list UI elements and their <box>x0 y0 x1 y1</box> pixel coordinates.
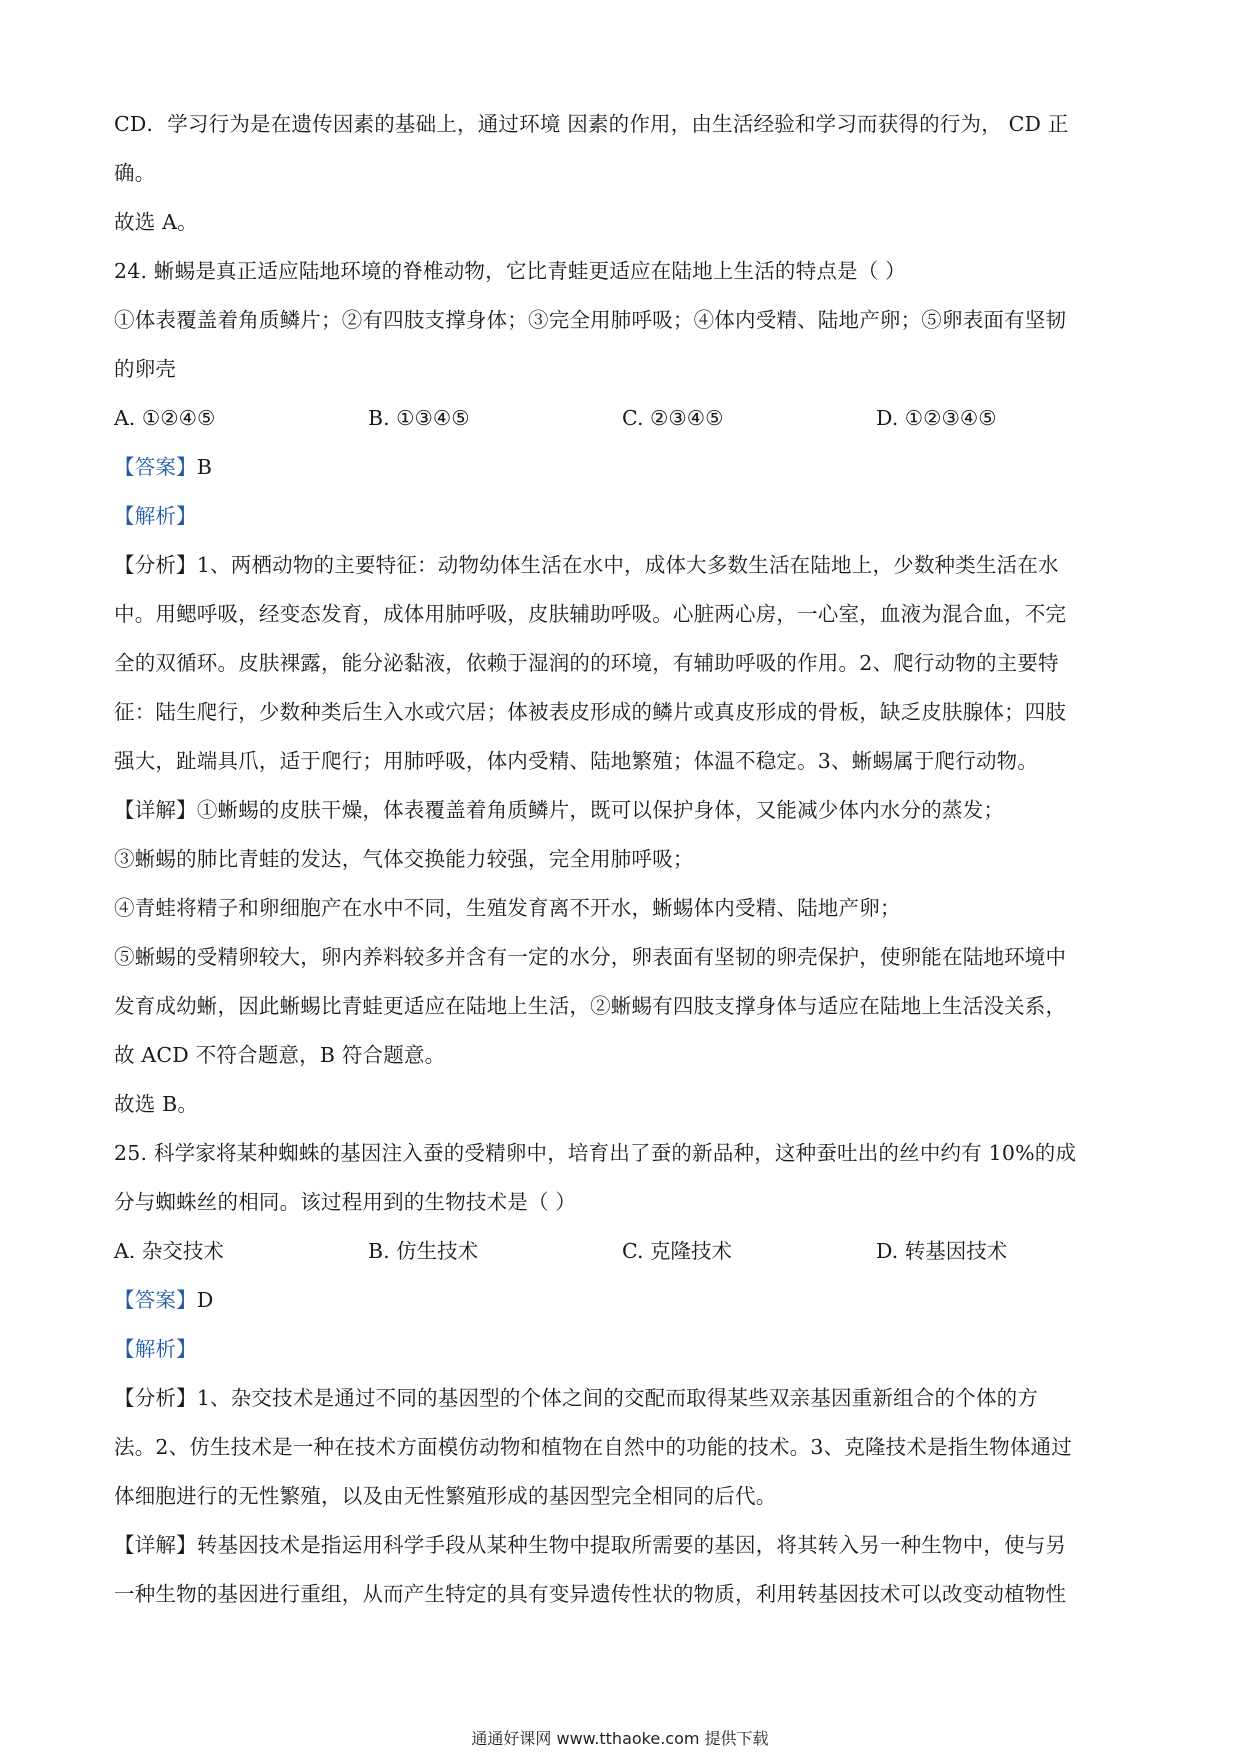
text-line: 确。 <box>114 161 156 185</box>
xiangjie-tag: 【详解】 <box>114 798 197 822</box>
xiangjie-line <box>114 786 1130 835</box>
fenxi-tag: 【分析】 <box>114 1386 197 1410</box>
answer-value: B <box>196 455 213 479</box>
page-footer: 通通好课网 www.tthaoke.com 提供下载 <box>471 1729 769 1748</box>
xiangjie-line: 故 ACD 不符合题意，B 符合题意。 <box>114 1043 446 1067</box>
answer-tag: 【答案】 <box>114 1288 197 1312</box>
analysis-heading <box>114 492 1130 541</box>
xiangjie-tag: 【详解】 <box>114 1533 197 1557</box>
fenxi-text: 1、两栖动物的主要特征：动物幼体生活在水中，成体大多数生活在陆地上，少数种类生活在水 <box>196 553 1059 577</box>
fenxi-line: 法。2、仿生技术是一种在技术方面模仿动物和植物在自然中的功能的技术。3、克隆技术是指生物体通过 <box>114 1435 1072 1459</box>
analysis-tag: 【解析】 <box>114 1337 197 1361</box>
fenxi-tag: 【分析】 <box>114 553 197 577</box>
xiangjie-line: ③蜥蜴的肺比青蛙的发达，气体交换能力较强，完全用肺呼吸； <box>114 847 694 871</box>
fenxi-line: 强大，趾端具爪，适于爬行；用肺呼吸，体内受精、陆地繁殖；体温不稳定。3、蜥蜴属于爬行动物。 <box>114 749 1039 773</box>
xiangjie-line: 故选 B。 <box>114 1092 199 1116</box>
fenxi-line: 中。用鳃呼吸，经变态发育，成体用肺呼吸，皮肤辅助呼吸。心脏两心房，一心室，血液为混合血，不完 <box>114 602 1067 626</box>
analysis-heading <box>114 1325 1130 1374</box>
option-b: B. 仿生技术 <box>368 1239 479 1263</box>
question-24-stem: ①体表覆盖着角质鳞片；②有四肢支撑身体；③完全用肺呼吸；④体内受精、陆地产卵；⑤卵表面有坚韧 <box>114 308 1067 332</box>
xiangjie-text: 转基因技术是指运用科学手段从某种生物中提取所需要的基因，将其转入另一种生物中，使与另 <box>196 1533 1067 1557</box>
question-24-stem: 的卵壳 <box>114 357 177 381</box>
xiangjie-line: ④青蛙将精子和卵细胞产在水中不同，生殖发育离不开水，蜥蜴体内受精、陆地产卵； <box>114 896 901 920</box>
text-line: CD．学习行为是在遗传因素的基础上，通过环境 因素的作用，由生活经验和学习而获得的行为， CD 正 <box>114 112 1069 136</box>
option-d: D. 转基因技术 <box>876 1239 1008 1263</box>
answer-tag: 【答案】 <box>114 455 197 479</box>
answer-line <box>114 1276 1130 1325</box>
question-25-options <box>114 1227 1130 1276</box>
question-25-stem: 分与蜘蛛丝的相同。该过程用到的生物技术是（ ） <box>114 1190 577 1214</box>
fenxi-line: 征：陆生爬行，少数种类后生入水或穴居；体被表皮形成的鳞片或真皮形成的骨板，缺乏皮肤腺体；四肢 <box>114 700 1067 724</box>
answer-line <box>114 443 1130 492</box>
fenxi-line <box>114 541 1130 590</box>
xiangjie-line <box>114 1521 1130 1570</box>
fenxi-text: 1、杂交技术是通过不同的基因型的个体之间的交配而取得某些双亲基因重新组合的个体的方 <box>196 1386 1039 1410</box>
answer-value: D <box>196 1288 214 1312</box>
option-d: D. ①②③④⑤ <box>876 406 997 430</box>
option-a: A. ①②④⑤ <box>114 406 216 430</box>
fenxi-line: 全的双循环。皮肤裸露，能分泌黏液，依赖于湿润的的环境，有辅助呼吸的作用。2、爬行动物的主要特 <box>114 651 1059 675</box>
question-24-stem: 24. 蜥蜴是真正适应陆地环境的脊椎动物，它比青蛙更适应在陆地上生活的特点是（ ） <box>114 259 906 283</box>
question-24-options <box>114 394 1130 443</box>
option-a: A. 杂交技术 <box>114 1239 224 1263</box>
option-c: C. ②③④⑤ <box>622 406 724 430</box>
analysis-tag: 【解析】 <box>114 504 197 528</box>
document-page <box>114 100 1130 1619</box>
option-c: C. 克隆技术 <box>622 1239 732 1263</box>
fenxi-line <box>114 1374 1130 1423</box>
text-line: 故选 A。 <box>114 210 198 234</box>
fenxi-line: 体细胞进行的无性繁殖，以及由无性繁殖形成的基因型完全相同的后代。 <box>114 1484 777 1508</box>
xiangjie-line: ⑤蜥蜴的受精卵较大，卵内养料较多并含有一定的水分，卵表面有坚韧的卵壳保护，使卵能在陆地环境中 <box>114 945 1067 969</box>
xiangjie-text: ①蜥蜴的皮肤干燥，体表覆盖着角质鳞片，既可以保护身体，又能减少体内水分的蒸发； <box>196 798 1005 822</box>
option-b: B. ①③④⑤ <box>368 406 470 430</box>
xiangjie-line: 发育成幼蜥，因此蜥蜴比青蛙更适应在陆地上生活，②蜥蜴有四肢支撑身体与适应在陆地上生活没关系， <box>114 994 1067 1018</box>
question-25-stem: 25. 科学家将某种蜘蛛的基因注入蚕的受精卵中，培育出了蚕的新品种，这种蚕吐出的丝中约有 10%的成 <box>114 1141 1077 1165</box>
xiangjie-line: 一种生物的基因进行重组，从而产生特定的具有变异遗传性状的物质，利用转基因技术可以改变动植物性 <box>114 1582 1067 1606</box>
